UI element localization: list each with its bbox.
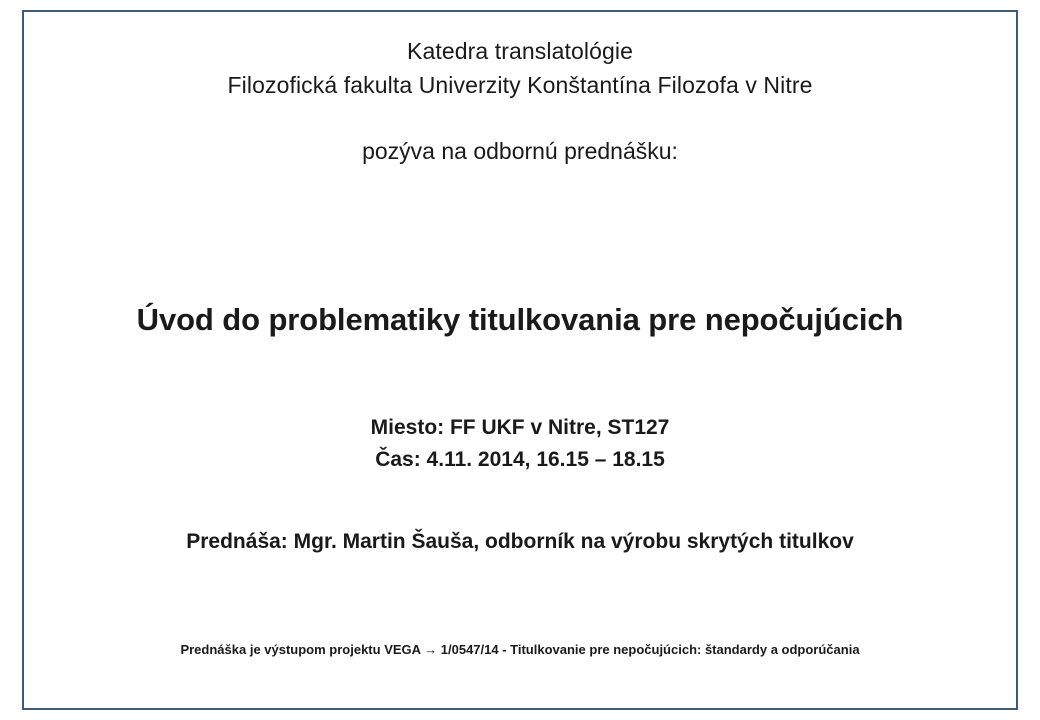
department-line-1: Katedra translatológie xyxy=(407,38,633,64)
event-time: Čas: 4.11. 2014, 16.15 – 18.15 xyxy=(375,448,665,471)
project-footnote: Prednáška je výstupom projektu VEGA → 1/0547/14 - Titulkovanie pre nepočujúcich: štandardy a odporúčania xyxy=(180,642,860,657)
page-title: Úvod do problematiky titulkovania pre nepočujúcich xyxy=(136,302,904,337)
poster-frame xyxy=(22,10,1018,710)
event-place: Miesto: FF UKF v Nitre, ST127 xyxy=(370,416,670,439)
poster-content xyxy=(24,12,1016,708)
event-details xyxy=(24,412,1016,476)
invitation-text: pozýva na odbornú prednášku: xyxy=(362,138,678,164)
speaker-info: Prednáša: Mgr. Martin Šauša, odborník na výrobu skrytých titulkov xyxy=(186,530,854,553)
department-heading xyxy=(24,34,1016,102)
department-line-2: Filozofická fakulta Univerzity Konštantína Filozofa v Nitre xyxy=(227,72,813,98)
